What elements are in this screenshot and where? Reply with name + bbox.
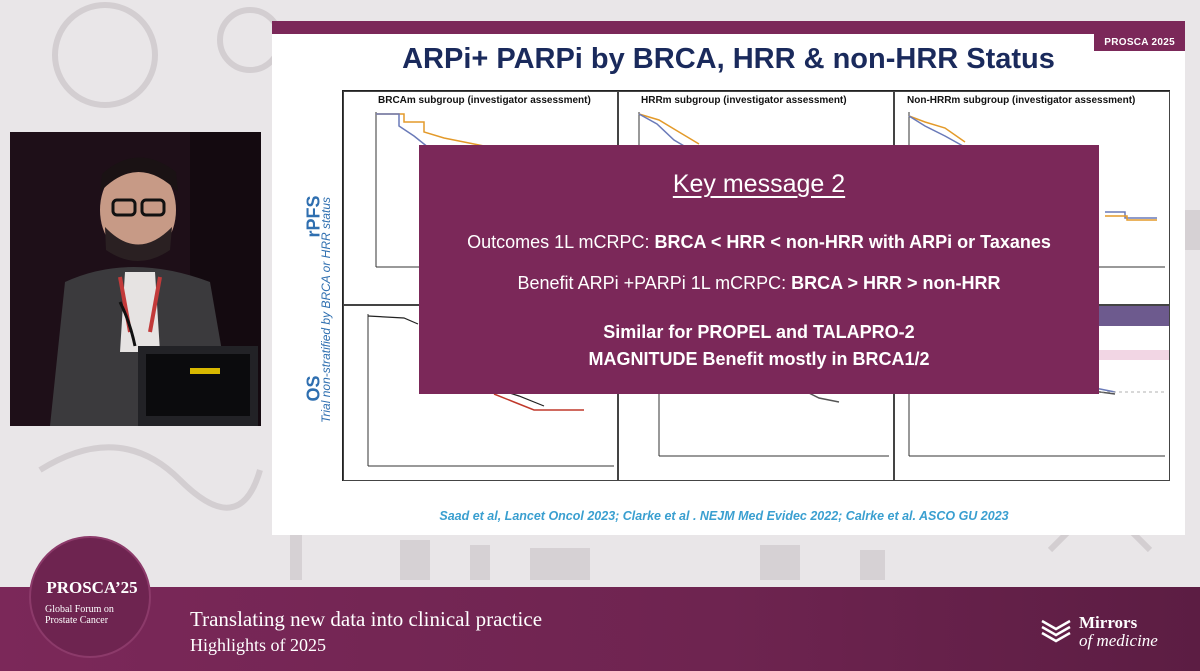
footer-subtitle: Highlights of 2025 [190,635,327,655]
row-label-rpfs: rPFS [303,195,324,238]
slide-badge: PROSCA 2025 [1094,34,1185,51]
footer-title: Translating new data into clinical practice [190,607,543,631]
webcam-feed [10,132,261,426]
mirrors-book-icon [1040,615,1072,643]
brand-tagline-text: of medicine [1079,631,1158,650]
footer-banner [0,587,1200,671]
speaker-video [10,132,261,426]
logo-title: PROSCA’25 [46,578,138,597]
side-note: Trial non-stratified by BRCA or HRR status [319,196,333,424]
line-emphasis: BRCA < HRR < non-HRR with ARPi or Taxanes [654,232,1051,252]
logo-subtitle-1: Global Forum on [45,604,114,615]
slide-title: ARPi+ PARPi by BRCA, HRR & non-HRR Status [402,43,1055,75]
brand-tagline [1079,631,1158,651]
panel-title: Non-HRRm subgroup (investigator assessment) [907,95,1136,106]
line-text: Outcomes 1L mCRPC: [467,232,655,252]
key-message-box [419,145,1099,394]
brand-name: Mirrors [1079,613,1138,632]
panel-title: HRRm subgroup (investigator assessment) [641,95,847,106]
line-text: Benefit ARPi +PARPi 1L mCRPC: [517,273,792,293]
key-message-line-2 [419,273,1099,294]
slide-citation: Saad et al, Lancet Oncol 2023; Clarke et al . NEJM Med Evidec 2022; Calrke et al. ASCO GU 2023 [439,509,1009,523]
panel-title: BRCAm subgroup (investigator assessment) [378,95,591,106]
logo-subtitle-2: Prostate Cancer [45,615,109,626]
key-message-line-3: Similar for PROPEL and TALAPRO-2 [603,322,915,342]
key-message-title: Key message 2 [672,170,846,198]
prosca-logo [29,536,151,658]
line-emphasis: BRCA > HRR > non-HRR [791,273,1001,293]
row-label-os: OS [303,375,324,402]
slide-top-bar [272,21,1185,34]
key-message-line-1 [419,232,1099,253]
key-message-line-4: MAGNITUDE Benefit mostly in BRCA1/2 [588,349,930,369]
